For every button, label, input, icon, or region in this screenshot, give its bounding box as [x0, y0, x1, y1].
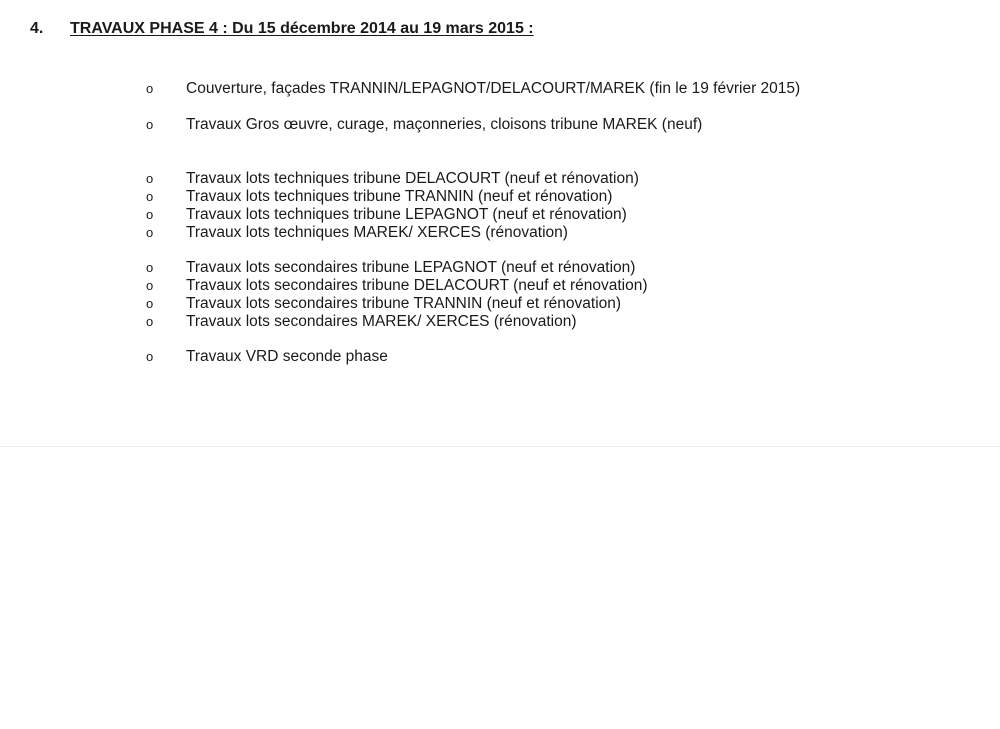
list-item-text: Travaux lots secondaires tribune TRANNIN (neuf et rénovation): [186, 295, 622, 312]
spacer: [146, 331, 976, 348]
bullet-icon: o: [146, 189, 154, 204]
list-item: [146, 188, 976, 206]
list-item-text: Travaux lots techniques MAREK/ XERCES (rénovation): [186, 224, 568, 241]
list-item: [146, 313, 976, 331]
list-item-text: Travaux lots secondaires tribune LEPAGNOT (neuf et rénovation): [186, 259, 636, 276]
list-item-text: Travaux lots techniques tribune TRANNIN (neuf et rénovation): [186, 188, 613, 205]
list-item: [146, 224, 976, 242]
bullet-icon: o: [146, 296, 154, 311]
list-item: [146, 348, 976, 366]
spacer: [146, 98, 976, 116]
bullet-icon: o: [146, 260, 154, 275]
list-item-text: Travaux lots secondaires MAREK/ XERCES (rénovation): [186, 313, 577, 330]
bullet-icon: o: [146, 225, 154, 240]
list-item-text: Couverture, façades TRANNIN/LEPAGNOT/DELACOURT/MAREK (fin le 19 février 2015): [186, 80, 801, 97]
list-item: [146, 206, 976, 224]
list-item: [146, 80, 976, 98]
work-items-list: [146, 80, 976, 366]
section-heading: [30, 20, 534, 38]
bullet-icon: o: [146, 117, 154, 132]
list-item: [146, 295, 976, 313]
list-item-text: Travaux VRD seconde phase: [186, 348, 388, 365]
list-item-text: Travaux lots secondaires tribune DELACOURT (neuf et rénovation): [186, 277, 648, 294]
bullet-icon: o: [146, 314, 154, 329]
bullet-icon: o: [146, 81, 154, 96]
list-item: [146, 116, 976, 134]
list-item: [146, 170, 976, 188]
bullet-icon: o: [146, 207, 154, 222]
page-divider: [0, 446, 1000, 447]
list-item: [146, 277, 976, 295]
bullet-icon: o: [146, 171, 154, 186]
bullet-icon: o: [146, 278, 154, 293]
list-item-text: Travaux lots techniques tribune DELACOURT (neuf et rénovation): [186, 170, 639, 187]
list-item-text: Travaux Gros œuvre, curage, maçonneries, cloisons tribune MAREK (neuf): [186, 116, 703, 133]
spacer: [146, 242, 976, 259]
list-item-text: Travaux lots techniques tribune LEPAGNOT (neuf et rénovation): [186, 206, 627, 223]
list-item: [146, 259, 976, 277]
bullet-icon: o: [146, 349, 154, 364]
section-title: TRAVAUX PHASE 4 : Du 15 décembre 2014 au 19 mars 2015 :: [70, 20, 534, 37]
spacer: [146, 134, 976, 170]
section-number: 4.: [30, 20, 44, 37]
